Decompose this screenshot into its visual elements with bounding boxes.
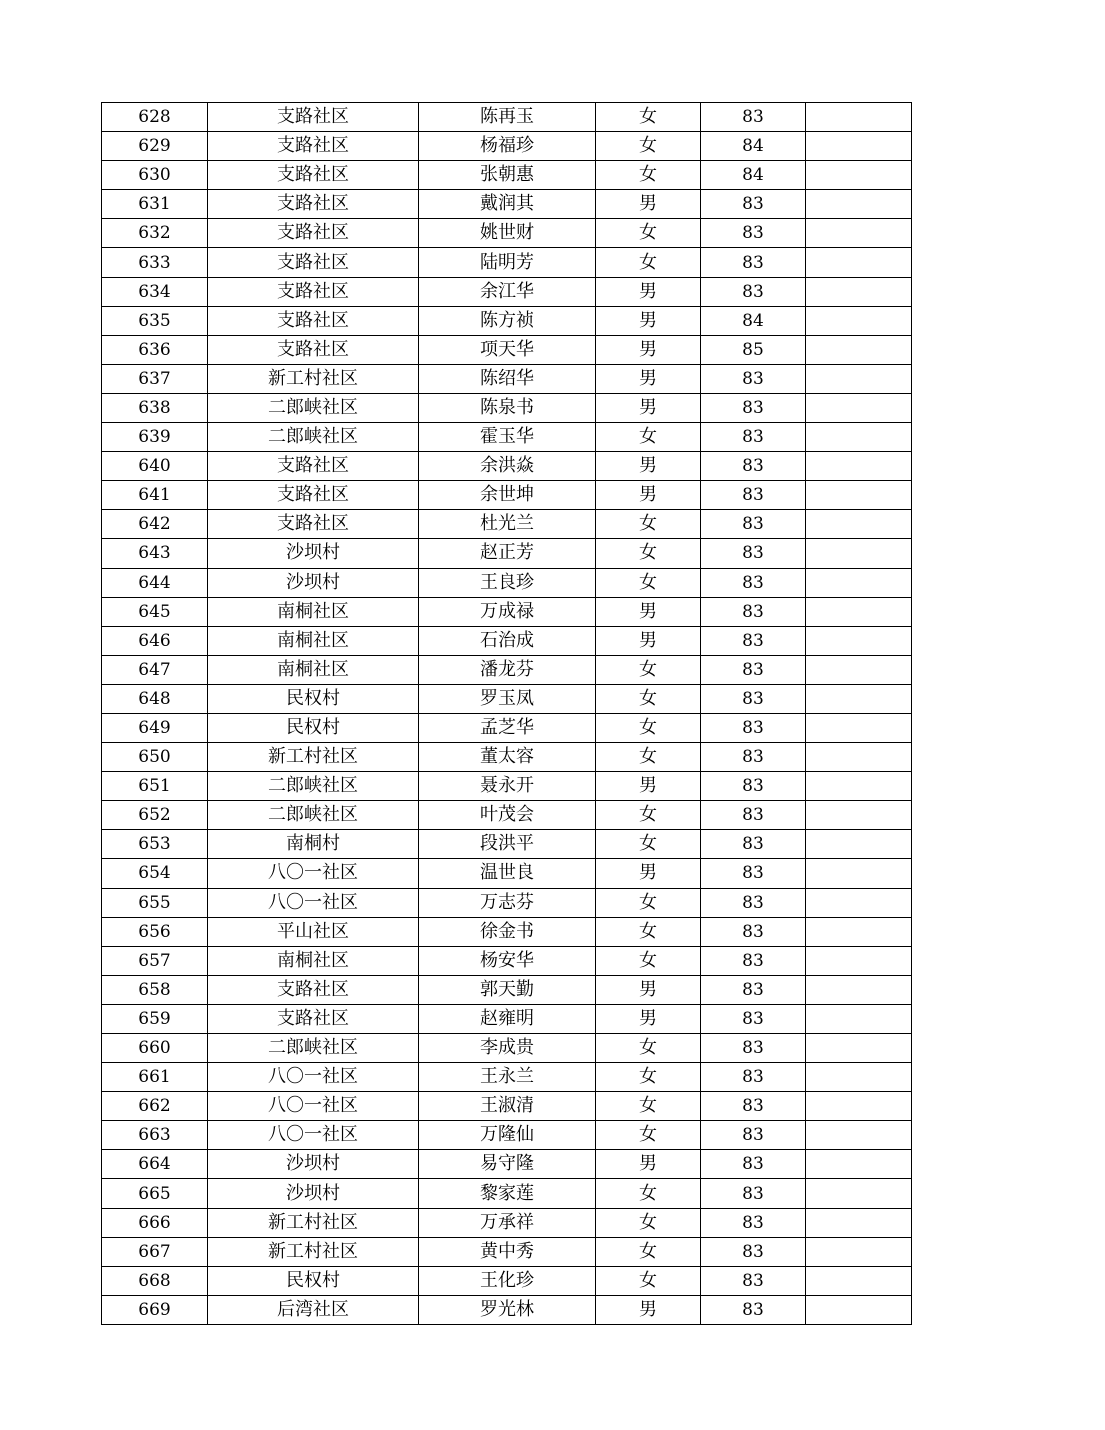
remarks-cell — [806, 1121, 912, 1150]
age-cell: 83 — [701, 801, 806, 830]
remarks-cell — [806, 888, 912, 917]
age-cell: 83 — [701, 364, 806, 393]
gender-cell: 女 — [596, 539, 701, 568]
serial-number-cell: 649 — [102, 713, 208, 742]
person-name-cell: 霍玉华 — [419, 423, 596, 452]
age-cell: 83 — [701, 743, 806, 772]
person-name-cell: 罗光林 — [419, 1295, 596, 1324]
table-row — [102, 655, 912, 684]
table-row — [102, 1004, 912, 1033]
remarks-cell — [806, 393, 912, 422]
gender-cell: 男 — [596, 364, 701, 393]
community-cell: 八〇一社区 — [208, 1063, 419, 1092]
age-cell: 83 — [701, 1004, 806, 1033]
remarks-cell — [806, 1295, 912, 1324]
age-cell: 83 — [701, 1237, 806, 1266]
person-name-cell: 陆明芳 — [419, 248, 596, 277]
community-cell: 南桐村 — [208, 830, 419, 859]
remarks-cell — [806, 597, 912, 626]
table-row — [102, 801, 912, 830]
community-cell: 八〇一社区 — [208, 1092, 419, 1121]
gender-cell: 男 — [596, 597, 701, 626]
person-name-cell: 段洪平 — [419, 830, 596, 859]
age-cell: 83 — [701, 975, 806, 1004]
community-cell: 沙坝村 — [208, 1179, 419, 1208]
community-cell: 平山社区 — [208, 917, 419, 946]
age-cell: 84 — [701, 132, 806, 161]
person-name-cell: 易守隆 — [419, 1150, 596, 1179]
table-row — [102, 626, 912, 655]
age-cell: 83 — [701, 568, 806, 597]
gender-cell: 男 — [596, 1295, 701, 1324]
age-cell: 83 — [701, 1063, 806, 1092]
gender-cell: 女 — [596, 1034, 701, 1063]
age-cell: 83 — [701, 655, 806, 684]
table-row — [102, 684, 912, 713]
community-cell: 南桐社区 — [208, 626, 419, 655]
age-cell: 83 — [701, 917, 806, 946]
community-cell: 八〇一社区 — [208, 859, 419, 888]
person-name-cell: 叶茂会 — [419, 801, 596, 830]
serial-number-cell: 653 — [102, 830, 208, 859]
person-name-cell: 项天华 — [419, 335, 596, 364]
person-name-cell: 杜光兰 — [419, 510, 596, 539]
gender-cell: 女 — [596, 946, 701, 975]
table-row — [102, 743, 912, 772]
serial-number-cell: 632 — [102, 219, 208, 248]
table-row — [102, 1266, 912, 1295]
table-row — [102, 888, 912, 917]
serial-number-cell: 664 — [102, 1150, 208, 1179]
age-cell: 83 — [701, 626, 806, 655]
table-row — [102, 481, 912, 510]
community-cell: 民权村 — [208, 713, 419, 742]
community-cell: 沙坝村 — [208, 1150, 419, 1179]
serial-number-cell: 641 — [102, 481, 208, 510]
community-cell: 新工村社区 — [208, 1208, 419, 1237]
gender-cell: 男 — [596, 1150, 701, 1179]
community-cell: 支路社区 — [208, 219, 419, 248]
serial-number-cell: 643 — [102, 539, 208, 568]
community-cell: 支路社区 — [208, 248, 419, 277]
remarks-cell — [806, 975, 912, 1004]
age-cell: 83 — [701, 1121, 806, 1150]
age-cell: 83 — [701, 423, 806, 452]
serial-number-cell: 663 — [102, 1121, 208, 1150]
age-cell: 84 — [701, 161, 806, 190]
gender-cell: 女 — [596, 103, 701, 132]
remarks-cell — [806, 481, 912, 510]
remarks-cell — [806, 539, 912, 568]
age-cell: 83 — [701, 277, 806, 306]
serial-number-cell: 644 — [102, 568, 208, 597]
remarks-cell — [806, 306, 912, 335]
community-cell: 支路社区 — [208, 306, 419, 335]
community-cell: 新工村社区 — [208, 364, 419, 393]
remarks-cell — [806, 452, 912, 481]
community-cell: 支路社区 — [208, 161, 419, 190]
remarks-cell — [806, 772, 912, 801]
serial-number-cell: 647 — [102, 655, 208, 684]
serial-number-cell: 646 — [102, 626, 208, 655]
remarks-cell — [806, 1092, 912, 1121]
community-cell: 支路社区 — [208, 277, 419, 306]
serial-number-cell: 636 — [102, 335, 208, 364]
remarks-cell — [806, 830, 912, 859]
person-name-cell: 温世良 — [419, 859, 596, 888]
gender-cell: 女 — [596, 917, 701, 946]
serial-number-cell: 666 — [102, 1208, 208, 1237]
table-row — [102, 946, 912, 975]
gender-cell: 女 — [596, 1063, 701, 1092]
gender-cell: 男 — [596, 190, 701, 219]
person-name-cell: 张朝惠 — [419, 161, 596, 190]
table-row — [102, 539, 912, 568]
remarks-cell — [806, 684, 912, 713]
serial-number-cell: 633 — [102, 248, 208, 277]
serial-number-cell: 655 — [102, 888, 208, 917]
age-cell: 83 — [701, 1179, 806, 1208]
person-name-cell: 王良珍 — [419, 568, 596, 597]
person-name-cell: 孟芝华 — [419, 713, 596, 742]
gender-cell: 女 — [596, 1092, 701, 1121]
serial-number-cell: 639 — [102, 423, 208, 452]
gender-cell: 男 — [596, 393, 701, 422]
gender-cell: 女 — [596, 830, 701, 859]
person-name-cell: 余江华 — [419, 277, 596, 306]
serial-number-cell: 648 — [102, 684, 208, 713]
gender-cell: 女 — [596, 1266, 701, 1295]
table-row — [102, 772, 912, 801]
community-cell: 支路社区 — [208, 510, 419, 539]
community-cell: 南桐社区 — [208, 655, 419, 684]
remarks-cell — [806, 277, 912, 306]
gender-cell: 女 — [596, 888, 701, 917]
table-row — [102, 1063, 912, 1092]
table-row — [102, 859, 912, 888]
age-cell: 83 — [701, 1266, 806, 1295]
gender-cell: 男 — [596, 335, 701, 364]
gender-cell: 男 — [596, 306, 701, 335]
person-name-cell: 赵雍明 — [419, 1004, 596, 1033]
person-name-cell: 陈再玉 — [419, 103, 596, 132]
age-cell: 83 — [701, 684, 806, 713]
serial-number-cell: 631 — [102, 190, 208, 219]
serial-number-cell: 659 — [102, 1004, 208, 1033]
serial-number-cell: 661 — [102, 1063, 208, 1092]
table-row — [102, 917, 912, 946]
table-row — [102, 597, 912, 626]
gender-cell: 女 — [596, 510, 701, 539]
gender-cell: 男 — [596, 772, 701, 801]
community-cell: 二郎峡社区 — [208, 393, 419, 422]
gender-cell: 男 — [596, 277, 701, 306]
remarks-cell — [806, 364, 912, 393]
table-row — [102, 975, 912, 1004]
person-name-cell: 余洪焱 — [419, 452, 596, 481]
age-cell: 83 — [701, 103, 806, 132]
remarks-cell — [806, 1208, 912, 1237]
serial-number-cell: 662 — [102, 1092, 208, 1121]
remarks-cell — [806, 1237, 912, 1266]
community-cell: 支路社区 — [208, 452, 419, 481]
gender-cell: 男 — [596, 626, 701, 655]
community-cell: 民权村 — [208, 1266, 419, 1295]
remarks-cell — [806, 423, 912, 452]
age-cell: 83 — [701, 1295, 806, 1324]
table-row — [102, 1150, 912, 1179]
person-name-cell: 陈绍华 — [419, 364, 596, 393]
remarks-cell — [806, 655, 912, 684]
serial-number-cell: 629 — [102, 132, 208, 161]
age-cell: 83 — [701, 248, 806, 277]
serial-number-cell: 650 — [102, 743, 208, 772]
gender-cell: 女 — [596, 423, 701, 452]
person-name-cell: 杨福珍 — [419, 132, 596, 161]
remarks-cell — [806, 103, 912, 132]
community-cell: 支路社区 — [208, 103, 419, 132]
remarks-cell — [806, 219, 912, 248]
person-name-cell: 黎家莲 — [419, 1179, 596, 1208]
table-row — [102, 1092, 912, 1121]
gender-cell: 女 — [596, 132, 701, 161]
table-row — [102, 190, 912, 219]
serial-number-cell: 652 — [102, 801, 208, 830]
serial-number-cell: 668 — [102, 1266, 208, 1295]
remarks-cell — [806, 713, 912, 742]
age-cell: 83 — [701, 481, 806, 510]
age-cell: 83 — [701, 510, 806, 539]
community-cell: 二郎峡社区 — [208, 423, 419, 452]
gender-cell: 女 — [596, 801, 701, 830]
person-name-cell: 郭天勤 — [419, 975, 596, 1004]
gender-cell: 女 — [596, 743, 701, 772]
person-name-cell: 万志芬 — [419, 888, 596, 917]
age-cell: 83 — [701, 713, 806, 742]
gender-cell: 女 — [596, 1179, 701, 1208]
age-cell: 83 — [701, 946, 806, 975]
person-name-cell: 聂永开 — [419, 772, 596, 801]
remarks-cell — [806, 946, 912, 975]
community-cell: 二郎峡社区 — [208, 801, 419, 830]
person-name-cell: 王淑清 — [419, 1092, 596, 1121]
person-name-cell: 李成贵 — [419, 1034, 596, 1063]
community-cell: 支路社区 — [208, 132, 419, 161]
age-cell: 83 — [701, 772, 806, 801]
table-row — [102, 161, 912, 190]
table-row — [102, 423, 912, 452]
remarks-cell — [806, 801, 912, 830]
remarks-cell — [806, 190, 912, 219]
person-name-cell: 黄中秀 — [419, 1237, 596, 1266]
table-row — [102, 1034, 912, 1063]
community-cell: 新工村社区 — [208, 1237, 419, 1266]
gender-cell: 男 — [596, 1004, 701, 1033]
age-cell: 84 — [701, 306, 806, 335]
serial-number-cell: 630 — [102, 161, 208, 190]
table-row — [102, 1237, 912, 1266]
gender-cell: 女 — [596, 713, 701, 742]
table-row — [102, 1121, 912, 1150]
age-cell: 83 — [701, 888, 806, 917]
remarks-cell — [806, 161, 912, 190]
person-name-cell: 杨安华 — [419, 946, 596, 975]
remarks-cell — [806, 335, 912, 364]
table-row — [102, 393, 912, 422]
table-row — [102, 103, 912, 132]
age-cell: 85 — [701, 335, 806, 364]
serial-number-cell: 660 — [102, 1034, 208, 1063]
remarks-cell — [806, 132, 912, 161]
serial-number-cell: 657 — [102, 946, 208, 975]
remarks-cell — [806, 1266, 912, 1295]
gender-cell: 男 — [596, 452, 701, 481]
age-cell: 83 — [701, 190, 806, 219]
person-name-cell: 潘龙芬 — [419, 655, 596, 684]
serial-number-cell: 669 — [102, 1295, 208, 1324]
remarks-cell — [806, 917, 912, 946]
community-cell: 支路社区 — [208, 1004, 419, 1033]
age-cell: 83 — [701, 859, 806, 888]
serial-number-cell: 638 — [102, 393, 208, 422]
gender-cell: 男 — [596, 481, 701, 510]
person-name-cell: 万承祥 — [419, 1208, 596, 1237]
gender-cell: 女 — [596, 1237, 701, 1266]
serial-number-cell: 651 — [102, 772, 208, 801]
gender-cell: 女 — [596, 248, 701, 277]
person-name-cell: 王永兰 — [419, 1063, 596, 1092]
serial-number-cell: 640 — [102, 452, 208, 481]
serial-number-cell: 634 — [102, 277, 208, 306]
table-row — [102, 1179, 912, 1208]
serial-number-cell: 642 — [102, 510, 208, 539]
serial-number-cell: 628 — [102, 103, 208, 132]
person-name-cell: 石治成 — [419, 626, 596, 655]
community-cell: 八〇一社区 — [208, 888, 419, 917]
age-cell: 83 — [701, 539, 806, 568]
serial-number-cell: 654 — [102, 859, 208, 888]
remarks-cell — [806, 1150, 912, 1179]
community-cell: 八〇一社区 — [208, 1121, 419, 1150]
person-name-cell: 董太容 — [419, 743, 596, 772]
person-name-cell: 陈泉书 — [419, 393, 596, 422]
gender-cell: 女 — [596, 1208, 701, 1237]
gender-cell: 女 — [596, 568, 701, 597]
person-name-cell: 姚世财 — [419, 219, 596, 248]
community-cell: 支路社区 — [208, 975, 419, 1004]
community-cell: 支路社区 — [208, 335, 419, 364]
serial-number-cell: 665 — [102, 1179, 208, 1208]
roster-table-body — [102, 103, 912, 1325]
person-name-cell: 赵正芳 — [419, 539, 596, 568]
gender-cell: 女 — [596, 219, 701, 248]
person-name-cell: 戴润其 — [419, 190, 596, 219]
community-cell: 后湾社区 — [208, 1295, 419, 1324]
table-row — [102, 510, 912, 539]
person-name-cell: 王化珍 — [419, 1266, 596, 1295]
community-cell: 民权村 — [208, 684, 419, 713]
person-name-cell: 余世坤 — [419, 481, 596, 510]
age-cell: 83 — [701, 393, 806, 422]
serial-number-cell: 635 — [102, 306, 208, 335]
table-row — [102, 1208, 912, 1237]
gender-cell: 女 — [596, 655, 701, 684]
table-row — [102, 219, 912, 248]
table-row — [102, 306, 912, 335]
remarks-cell — [806, 510, 912, 539]
table-row — [102, 452, 912, 481]
community-cell: 沙坝村 — [208, 568, 419, 597]
person-name-cell: 万成禄 — [419, 597, 596, 626]
age-cell: 83 — [701, 219, 806, 248]
person-name-cell: 罗玉凤 — [419, 684, 596, 713]
serial-number-cell: 637 — [102, 364, 208, 393]
roster-table — [101, 102, 912, 1325]
serial-number-cell: 667 — [102, 1237, 208, 1266]
table-row — [102, 248, 912, 277]
gender-cell: 男 — [596, 975, 701, 1004]
remarks-cell — [806, 1179, 912, 1208]
remarks-cell — [806, 568, 912, 597]
table-row — [102, 713, 912, 742]
community-cell: 二郎峡社区 — [208, 772, 419, 801]
gender-cell: 女 — [596, 161, 701, 190]
serial-number-cell: 658 — [102, 975, 208, 1004]
age-cell: 83 — [701, 1208, 806, 1237]
table-row — [102, 364, 912, 393]
age-cell: 83 — [701, 1034, 806, 1063]
table-row — [102, 568, 912, 597]
serial-number-cell: 645 — [102, 597, 208, 626]
person-name-cell: 徐金书 — [419, 917, 596, 946]
gender-cell: 女 — [596, 684, 701, 713]
person-name-cell: 万隆仙 — [419, 1121, 596, 1150]
remarks-cell — [806, 626, 912, 655]
remarks-cell — [806, 743, 912, 772]
table-row — [102, 830, 912, 859]
community-cell: 新工村社区 — [208, 743, 419, 772]
community-cell: 支路社区 — [208, 481, 419, 510]
age-cell: 83 — [701, 452, 806, 481]
table-row — [102, 1295, 912, 1324]
person-name-cell: 陈方祯 — [419, 306, 596, 335]
age-cell: 83 — [701, 830, 806, 859]
remarks-cell — [806, 248, 912, 277]
age-cell: 83 — [701, 597, 806, 626]
remarks-cell — [806, 859, 912, 888]
table-row — [102, 277, 912, 306]
serial-number-cell: 656 — [102, 917, 208, 946]
table-row — [102, 132, 912, 161]
age-cell: 83 — [701, 1150, 806, 1179]
remarks-cell — [806, 1063, 912, 1092]
community-cell: 二郎峡社区 — [208, 1034, 419, 1063]
table-row — [102, 335, 912, 364]
community-cell: 支路社区 — [208, 190, 419, 219]
gender-cell: 男 — [596, 859, 701, 888]
community-cell: 南桐社区 — [208, 597, 419, 626]
age-cell: 83 — [701, 1092, 806, 1121]
community-cell: 南桐社区 — [208, 946, 419, 975]
remarks-cell — [806, 1004, 912, 1033]
gender-cell: 女 — [596, 1121, 701, 1150]
community-cell: 沙坝村 — [208, 539, 419, 568]
remarks-cell — [806, 1034, 912, 1063]
